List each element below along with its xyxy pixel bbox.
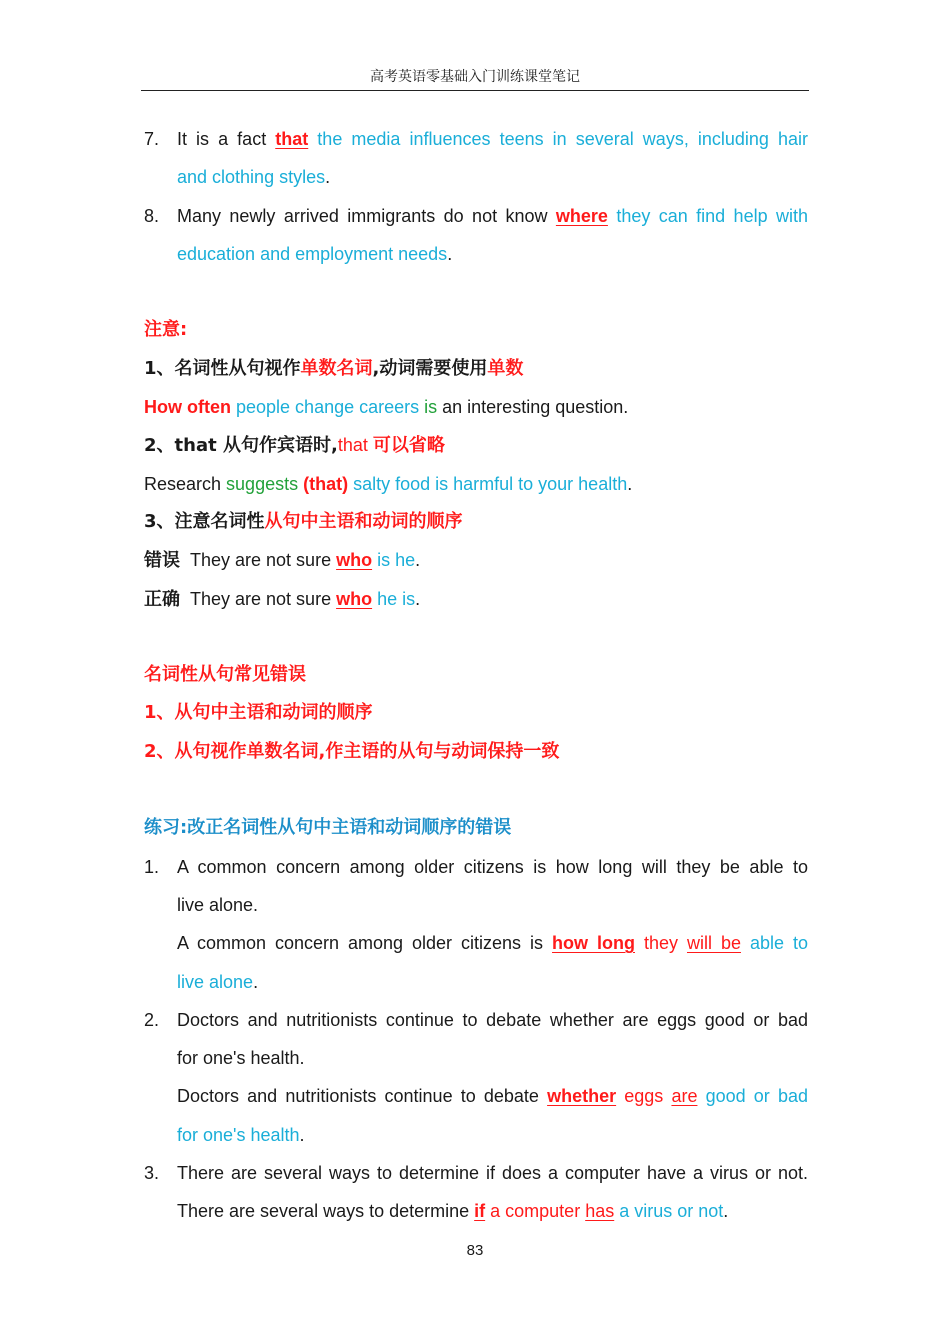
text: There are several ways to determine	[177, 1201, 475, 1222]
item-number: 7.	[144, 129, 160, 149]
subject-text: eggs	[616, 1086, 672, 1107]
clause-text: the media influences teens in several ways, including hair	[308, 129, 808, 149]
note-example-2	[144, 465, 808, 503]
question-line: There are several ways to determine if does a computer have a virus or not.	[177, 1163, 808, 1184]
answer-line	[177, 1077, 808, 1115]
spacer	[144, 771, 808, 809]
note-example-1	[144, 388, 808, 426]
verb-text: has	[585, 1201, 615, 1222]
punctuation: .	[299, 1124, 305, 1145]
item-body	[177, 848, 808, 1001]
highlight: 可以省略	[372, 435, 445, 457]
punctuation: .	[415, 588, 421, 609]
clause-text: people change careers	[231, 397, 425, 418]
punctuation: .	[253, 971, 259, 992]
punctuation: .	[325, 167, 331, 188]
question-line: live alone.	[177, 894, 259, 915]
correct-label: 正确	[144, 588, 180, 610]
answer-line	[177, 924, 808, 962]
subject-text: a computer	[485, 1201, 586, 1222]
verb-text: suggests	[226, 473, 299, 494]
clause-text: a virus or not	[614, 1201, 724, 1222]
punctuation: .	[447, 243, 453, 264]
answer-line	[177, 1116, 808, 1154]
highlight: 从句中主语和动词的顺序	[264, 510, 463, 532]
item-body	[177, 1154, 808, 1231]
error-item-1: 1、从句中主语和动词的顺序	[144, 702, 373, 724]
question-line: A common concern among older citizens is how long will they be able to	[177, 856, 808, 877]
text: Many newly arrived immigrants do not know	[177, 205, 556, 226]
sentence-line	[177, 120, 808, 158]
text: 2、that	[144, 435, 223, 457]
text: 1、名词性从句视作	[144, 357, 301, 379]
conjunction-keyword: How often	[144, 397, 231, 418]
punctuation: .	[415, 550, 421, 571]
item-body	[177, 1001, 808, 1154]
conjunction-keyword: who	[336, 588, 373, 609]
note-rule-1	[144, 350, 808, 388]
clause-text: they can find help with	[607, 205, 808, 226]
conjunction-keyword: where	[555, 205, 608, 226]
highlight: that	[337, 435, 373, 456]
page-number: 83	[466, 1242, 484, 1259]
clause-text: for one's health	[177, 1124, 300, 1145]
highlight: 单数	[487, 357, 524, 379]
text: ,动词需要使用	[372, 357, 488, 379]
sentence-line	[177, 197, 808, 235]
practice-title: 练习:改正名词性从句中主语和动词顺序的错误	[144, 817, 512, 839]
spacer	[144, 273, 808, 311]
text: They are not sure	[180, 550, 337, 571]
clause-text: salty food is harmful to your health	[348, 473, 628, 494]
item-number: 8.	[144, 205, 160, 226]
page-content	[144, 120, 808, 1231]
text: They are not sure	[180, 588, 337, 609]
item-number: 2.	[144, 1009, 160, 1030]
clause-text: is he	[372, 550, 416, 571]
example-item	[144, 197, 808, 274]
correct-example	[144, 580, 808, 618]
page-header: 高考英语零基础入门训练课堂笔记	[141, 66, 809, 91]
conjunction-keyword: if	[474, 1201, 486, 1222]
practice-item	[144, 1001, 808, 1154]
text: 3、注意名词性	[144, 510, 265, 532]
text: Doctors and nutritionists continue to debate	[177, 1086, 548, 1107]
sentence-line	[177, 158, 808, 196]
item-body	[177, 197, 808, 274]
conjunction-keyword: who	[336, 550, 373, 571]
subject-text: they	[635, 933, 687, 954]
notes-title: 注意:	[144, 319, 188, 341]
answer-line	[177, 1192, 808, 1230]
verb-text: will be	[686, 933, 741, 954]
error-item-2: 2、从句视作单数名词,作主语的从句与动词保持一致	[144, 740, 560, 762]
verb-text: is	[424, 397, 438, 418]
sentence-line	[177, 235, 808, 273]
spacer	[144, 618, 808, 656]
clause-text: education and employment needs	[177, 243, 448, 264]
optional-that: (that)	[298, 473, 349, 494]
answer-line	[177, 963, 808, 1001]
clause-text: and clothing styles	[177, 167, 326, 188]
clause-text: live alone	[177, 971, 254, 992]
errors-title: 名词性从句常见错误	[144, 664, 306, 686]
text: an interesting question.	[437, 397, 629, 418]
conjunction-keyword: whether	[547, 1086, 617, 1107]
text: It is a fact	[177, 129, 276, 149]
wrong-label: 错误	[144, 550, 180, 572]
punctuation: .	[723, 1201, 729, 1222]
item-body	[177, 120, 808, 197]
conjunction-keyword: how long	[552, 933, 635, 954]
practice-item	[144, 848, 808, 1001]
text: A common concern among older citizens is	[177, 933, 553, 954]
wrong-example	[144, 541, 808, 579]
punctuation: .	[627, 473, 633, 494]
clause-text: able to	[740, 933, 808, 954]
practice-item	[144, 1154, 808, 1231]
question-line: for one's health.	[177, 1048, 305, 1069]
item-number: 3.	[144, 1163, 160, 1184]
conjunction-keyword: that	[275, 129, 309, 149]
text: Research	[144, 473, 227, 494]
item-number: 1.	[144, 856, 160, 877]
text: 从句作宾语时,	[222, 435, 338, 457]
clause-text: good or bad	[697, 1086, 808, 1107]
highlight: 单数名词	[300, 357, 373, 379]
example-item	[144, 120, 808, 197]
question-line: Doctors and nutritionists continue to debate whether are eggs good or bad	[177, 1009, 808, 1030]
note-rule-2	[144, 426, 808, 464]
verb-text: are	[671, 1086, 698, 1107]
clause-text: he is	[372, 588, 416, 609]
note-rule-3	[144, 503, 808, 541]
